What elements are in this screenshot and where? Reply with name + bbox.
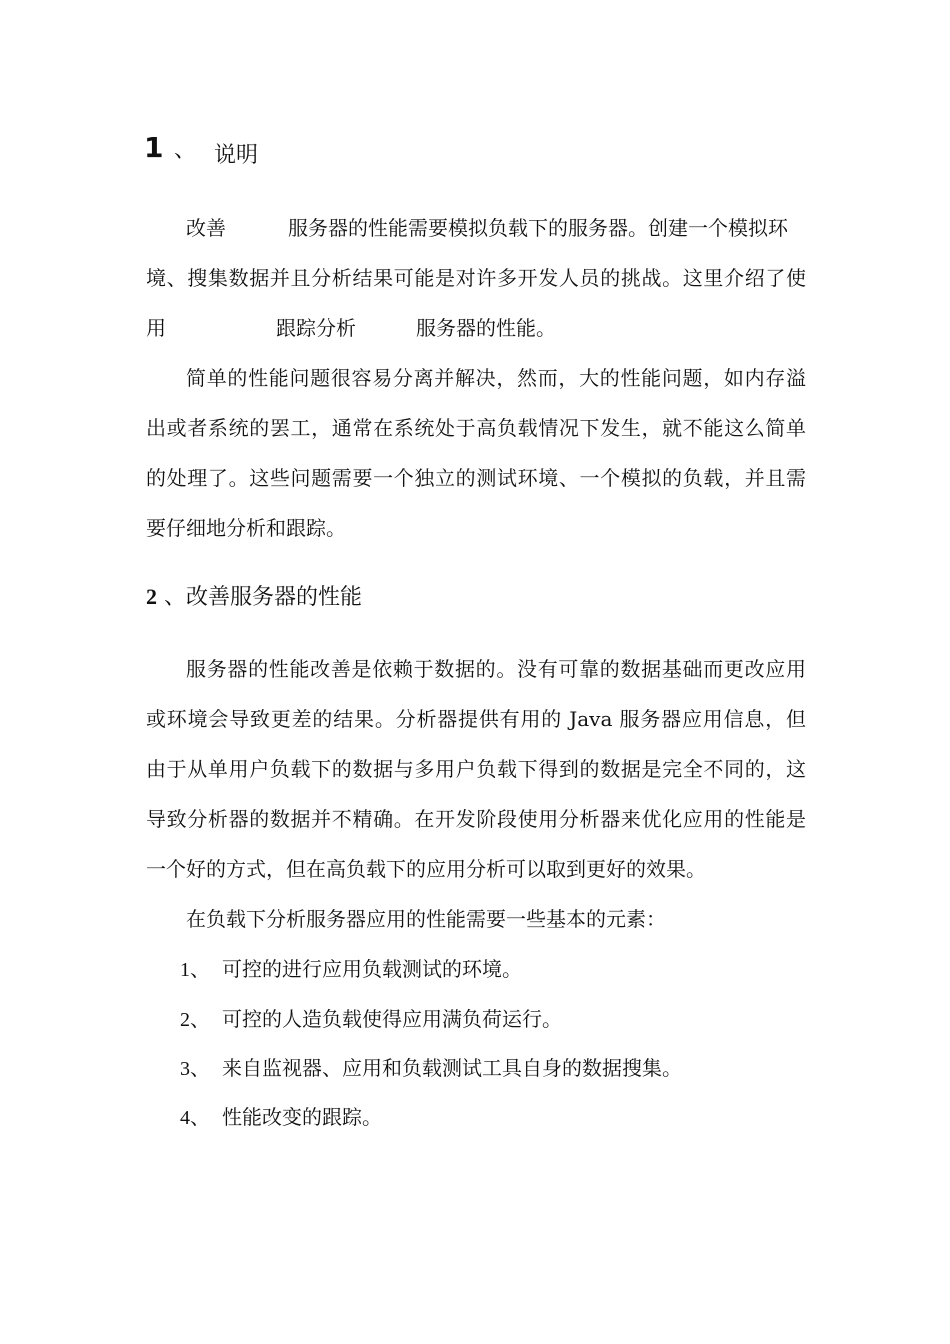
para-1-line-3 — [146, 314, 806, 342]
section-1-number: 1 — [144, 131, 164, 164]
section-2-title: 、改善服务器的性能 — [164, 585, 363, 610]
para-1-line-1 — [186, 214, 806, 242]
para-1-line-2: 境、搜集数据并且分析结果可能是对许多开发人员的挑战。这里介绍了使 — [146, 266, 806, 290]
para-1-line-3a: 用 — [146, 316, 166, 340]
para-1-line-1a: 改善 — [186, 216, 226, 240]
list-item-number: 1、 — [180, 959, 210, 981]
para-2-line-2: 出或者系统的罢工，通常在系统处于高负载情况下发生，就不能这么简单 — [146, 416, 806, 440]
list-item-number: 2、 — [180, 1009, 210, 1031]
section-2-number: 2 — [146, 584, 157, 609]
section-1-separator: 、 — [174, 138, 197, 163]
list-item-text: 来自监视器、应用和负载测试工具自身的数据搜集。 — [222, 1056, 682, 1080]
list-item — [180, 1005, 562, 1034]
para-2-line-4: 要仔细地分析和跟踪。 — [146, 516, 346, 540]
para-2-line-3: 的处理了。这些问题需要一个独立的测试环境、一个模拟的负载，并且需 — [146, 466, 806, 490]
para-3-line-2: 或环境会导致更差的结果。分析器提供有用的 Java 服务器应用信息，但 — [146, 707, 806, 731]
para-1-line-3c: 服务器的性能。 — [416, 316, 556, 340]
para-3-line-4: 导致分析器的数据并不精确。在开发阶段使用分析器来优化应用的性能是 — [146, 807, 806, 831]
section-1-title: 说明 — [214, 143, 259, 168]
para-1-line-3b: 跟踪分析 — [276, 316, 356, 340]
list-item — [180, 1054, 682, 1083]
para-3-line-1: 服务器的性能改善是依赖于数据的。没有可靠的数据基础而更改应用 — [186, 657, 806, 681]
list-item-text: 可控的人造负载使得应用满负荷运行。 — [222, 1007, 562, 1031]
para-4-line-1: 在负载下分析服务器应用的性能需要一些基本的元素： — [186, 907, 666, 931]
para-2-line-1: 简单的性能问题很容易分离并解决，然而，大的性能问题，如内存溢 — [186, 366, 806, 390]
list-item — [180, 1103, 382, 1132]
list-item-number: 4、 — [180, 1107, 210, 1129]
para-3-line-3: 由于从单用户负载下的数据与多用户负载下得到的数据是完全不同的，这 — [146, 757, 806, 781]
list-item — [180, 955, 522, 984]
para-1-line-1b: 服务器的性能需要模拟负载下的服务器。创建一个模拟环 — [288, 216, 788, 240]
list-item-text: 性能改变的跟踪。 — [222, 1105, 382, 1129]
list-item-number: 3、 — [180, 1058, 210, 1080]
section-2-heading — [146, 582, 362, 613]
para-3-line-5: 一个好的方式，但在高负载下的应用分析可以取到更好的效果。 — [146, 857, 706, 881]
list-item-text: 可控的进行应用负载测试的环境。 — [222, 957, 522, 981]
